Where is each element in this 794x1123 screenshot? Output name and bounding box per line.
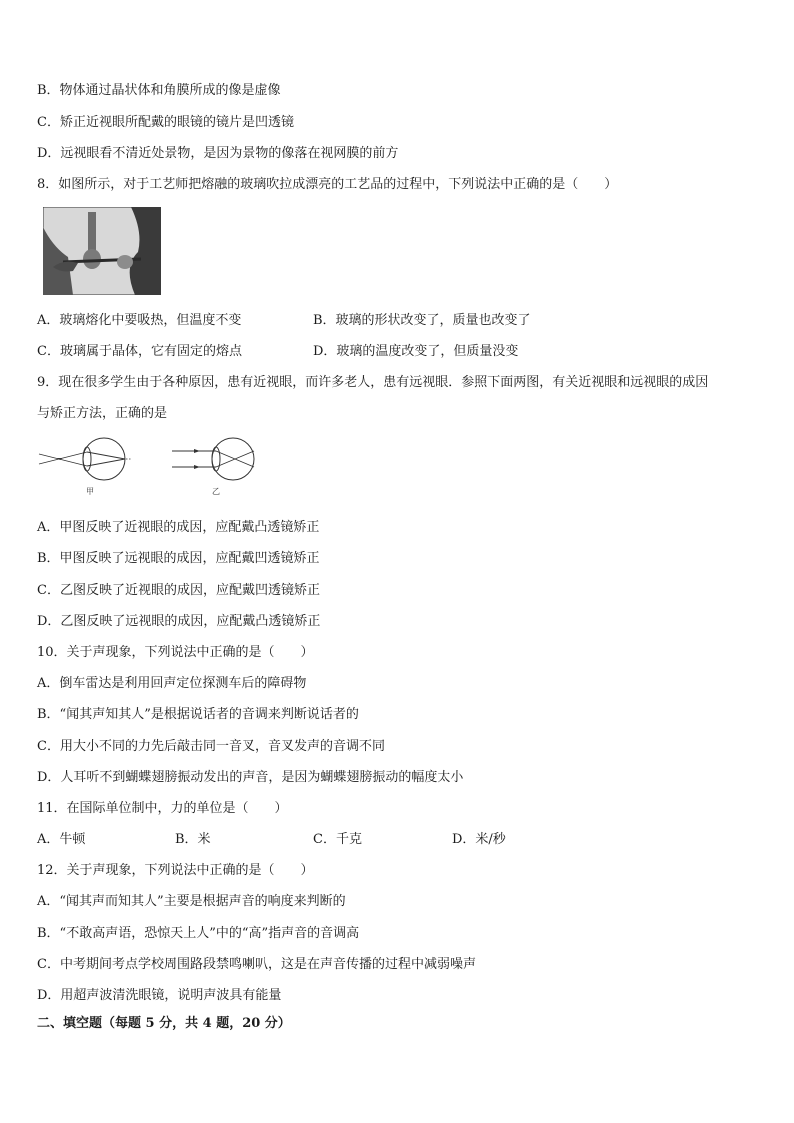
q8-option-c[interactable]: C．玻璃属于晶体，它有固定的熔点 (37, 344, 242, 359)
q11-option-b[interactable]: B．米 (175, 832, 211, 847)
q12-option-a[interactable]: A．“闻其声而知其人”主要是根据声音的响度来判断的 (37, 894, 346, 909)
q12-option-c[interactable]: C．中考期间考点学校周围路段禁鸣喇叭，这是在声音传播的过程中减弱噪声 (37, 957, 476, 972)
glassblowing-photo (43, 207, 161, 295)
q8-stem: 8．如图所示，对于工艺师把熔融的玻璃吹拉成漂亮的工艺品的过程中，下列说法中正确的是（ ） (37, 177, 618, 192)
q8-option-d[interactable]: D．玻璃的温度改变了，但质量没变 (313, 344, 519, 359)
q11-option-d[interactable]: D．米/秒 (452, 832, 506, 847)
prev-option-b: B．物体通过晶状体和角膜所成的像是虚像 (37, 83, 281, 98)
q9-option-a[interactable]: A．甲图反映了近视眼的成因，应配戴凸透镜矫正 (37, 520, 320, 535)
fig-label-jia: 甲 (86, 487, 94, 496)
q11-stem: 11．在国际单位制中，力的单位是（ ） (37, 801, 288, 816)
q10-option-d[interactable]: D．人耳听不到蝴蝶翅膀振动发出的声音，是因为蝴蝶翅膀振动的幅度太小 (37, 770, 464, 785)
q10-stem: 10．关于声现象，下列说法中正确的是（ ） (37, 645, 314, 660)
section-heading-fill-in: 二、填空题（每题 5 分，共 4 题，20 分） (37, 1016, 291, 1031)
fig-label-yi: 乙 (212, 487, 220, 496)
q12-stem: 12．关于声现象，下列说法中正确的是（ ） (37, 863, 314, 878)
q8-option-b[interactable]: B．玻璃的形状改变了，质量也改变了 (313, 313, 531, 328)
q12-option-d[interactable]: D．用超声波清洗眼镜，说明声波具有能量 (37, 988, 282, 1003)
q9-stem-line2: 与矫正方法，正确的是 (37, 406, 168, 421)
prev-option-d: D．远视眼看不清近处景物，是因为景物的像落在视网膜的前方 (37, 146, 399, 161)
q9-option-c[interactable]: C．乙图反映了近视眼的成因，应配戴凹透镜矫正 (37, 583, 320, 598)
q11-option-c[interactable]: C．千克 (313, 832, 362, 847)
q9-option-b[interactable]: B．甲图反映了远视眼的成因，应配戴凹透镜矫正 (37, 551, 320, 566)
q8-option-a[interactable]: A．玻璃熔化中要吸热，但温度不变 (37, 313, 242, 328)
q9-stem-line1: 9．现在很多学生由于各种原因，患有近视眼，而许多老人，患有远视眼．参照下面两图，有关近视眼和远视眼的成因 (37, 375, 709, 390)
q12-option-b[interactable]: B．“不敢高声语，恐惊天上人”中的“高”指声音的音调高 (37, 926, 360, 941)
prev-option-c: C．矫正近视眼所配戴的眼镜的镜片是凹透镜 (37, 115, 294, 130)
eye-diagram-yi (170, 436, 265, 496)
q9-option-d[interactable]: D．乙图反映了远视眼的成因，应配戴凸透镜矫正 (37, 614, 321, 629)
q10-option-a[interactable]: A．倒车雷达是利用回声定位探测车后的障碍物 (37, 676, 307, 691)
q11-option-a[interactable]: A．牛顿 (37, 832, 86, 847)
eye-diagram-jia (37, 436, 142, 496)
q10-option-c[interactable]: C．用大小不同的力先后敲击同一音叉，音叉发声的音调不同 (37, 739, 385, 754)
q10-option-b[interactable]: B．“闻其声知其人”是根据说话者的音调来判断说话者的 (37, 707, 359, 722)
